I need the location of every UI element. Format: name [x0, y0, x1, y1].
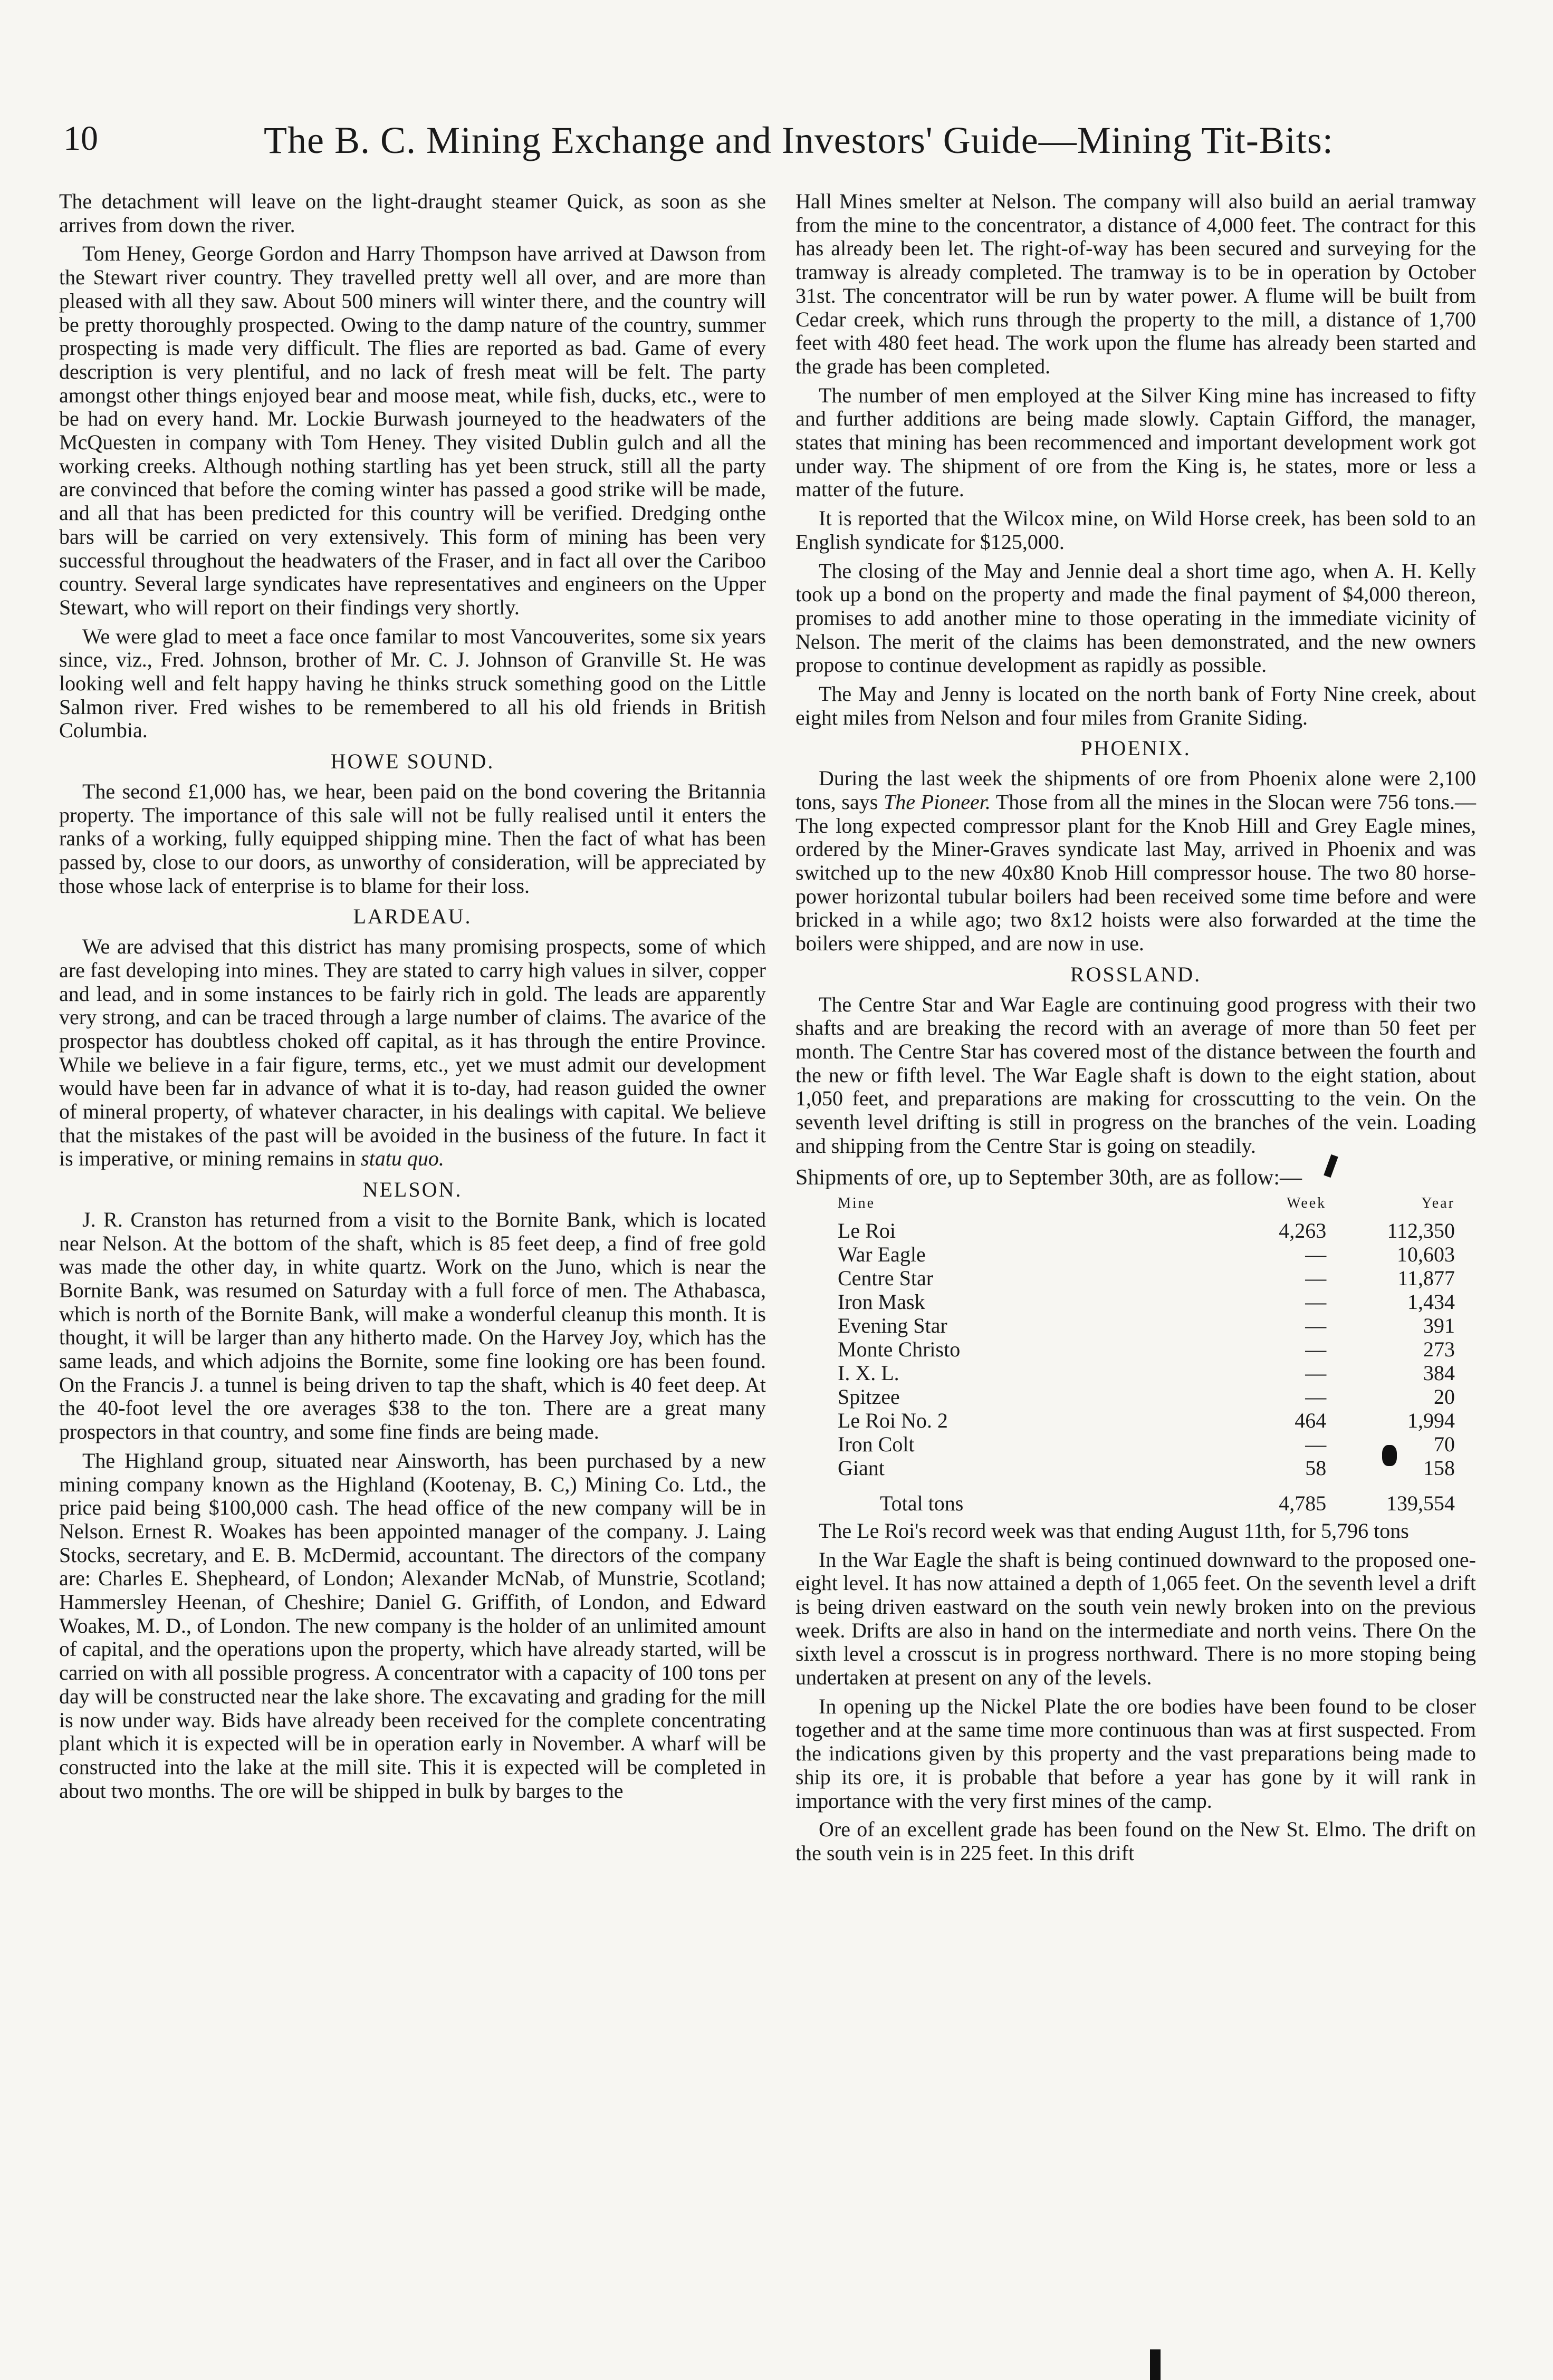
section-heading-howe-sound: HOWE SOUND.: [330, 749, 495, 774]
table-row: [795, 1219, 1476, 1242]
running-title: The B. C. Mining Exchange and Investors' Guide—Mining Tit-Bits:: [264, 119, 1334, 161]
table-row: [795, 1361, 1476, 1385]
article-paragraph: Ore of an excellent grade has been found on the New St. Elmo. The drift on the south vein is in 225 feet. In this drift: [795, 1817, 1476, 1865]
cell-mine: Le Roi: [838, 1218, 896, 1242]
total-label: Total tons: [880, 1491, 964, 1515]
article-paragraph: Hall Mines smelter at Nelson. The company will also build an aerial tramway from the mine to the concentrator, a distance of 4,000 feet. The contract for this has already been let. The right-of-way has been secured and surveying for the tramway is already completed. The tramway is to be in operation by October 31st. The concentrator will be run by water power. A flume will be built from Cedar creek, which runs through the property to the mill, a distance of 1,700 feet with 480 feet head. The work upon the flume has already been started and the grade has been completed.: [795, 189, 1476, 378]
cell-mine: Centre Star: [838, 1266, 934, 1290]
shipments-table: [795, 1192, 1476, 1515]
right-column: [795, 190, 1476, 1871]
article-paragraph: J. R. Cranston has returned from a visit to the Bornite Bank, which is located near Nelson. At the bottom of the shaft, which is 85 feet deep, a find of free gold was made the other day, in white quartz. Work on the Juno, which is near the Bornite Bank, was resumed on Saturday with a full force of men. The Athabasca, which is north of the Bornite Bank, will make a wonderful cleanup this month. It is thought, it will be larger than any hitherto made. On the Harvey Joy, which has the same leads, and which adjoins the Bornite, some fine looking ore has been found. On the Francis J. a tunnel is being driven to tap the shaft, which is 40 feet deep. At the 40-foot level the ore averages $38 to the ton. There are a great many prospectors in that country, and some fine finds are being made.: [59, 1207, 766, 1444]
cell-year: 1,994: [1407, 1408, 1455, 1432]
cell-week: —: [1305, 1361, 1327, 1385]
cell-year: 11,877: [1397, 1266, 1455, 1290]
cell-mine: Iron Colt: [838, 1432, 915, 1456]
article-paragraph: In the War Eagle the shaft is being continued downward to the proposed one-eight level. It has now attained a depth of 1,065 feet. On the seventh level a drift is being driven eastward on the south vein newly broken into on the previous week. Drifts are also in hand on the intermediate and north veins. There On the sixth level a crosscut is in progress northward. There is no more stoping being undertaken at present on any of the levels.: [795, 1547, 1476, 1690]
page-number: 10: [63, 119, 98, 158]
header-week: Week: [1287, 1195, 1327, 1212]
table-row: [795, 1456, 1476, 1480]
cell-year: 1,434: [1407, 1289, 1455, 1314]
cell-week: —: [1305, 1384, 1327, 1409]
total-row: [795, 1480, 1476, 1515]
shipments-rows: [795, 1219, 1476, 1480]
table-row: [795, 1290, 1476, 1314]
section-heading-nelson: NELSON.: [362, 1178, 463, 1202]
table-row: [795, 1337, 1476, 1361]
article-paragraph: [59, 935, 766, 1171]
cell-week: 4,263: [1279, 1218, 1327, 1242]
cell-mine: Monte Christo: [838, 1337, 961, 1361]
cell-year: 391: [1423, 1313, 1455, 1337]
cell-week: —: [1305, 1337, 1327, 1361]
italic-phrase: statu quo.: [361, 1146, 444, 1171]
cell-year: 273: [1423, 1337, 1455, 1361]
table-row: [795, 1314, 1476, 1337]
article-paragraph: [795, 767, 1476, 956]
cell-mine: Evening Star: [838, 1313, 947, 1337]
article-paragraph: The Le Roi's record week was that ending August 11th, for 5,796 tons: [819, 1518, 1409, 1543]
article-paragraph: The Centre Star and War Eagle are continuing good progress with their two shafts and are breaking the record with an average of more than 50 feet per month. The Centre Star has covered most of the distance between the fourth and the new or fifth level. The War Eagle shaft is down to the eight station, about 1,050 feet, and preparations are making for crosscutting to the vein. On the seventh level drifting is still in progress on the branches of the vein. Loading and shipping from the Centre Star is going on steadily.: [795, 992, 1476, 1158]
article-paragraph: The closing of the May and Jennie deal a short time ago, when A. H. Kelly took up a bond on the property and made the final payment of $4,000 thereon, promises to add another mine to those operating in the immediate vicinity of Nelson. The merit of the claims has been demonstrated, and the new owners propose to continue development as rapidly as possible.: [795, 558, 1476, 677]
cell-year: 70: [1434, 1432, 1455, 1456]
cell-week: 464: [1295, 1408, 1327, 1432]
article-paragraph: In opening up the Nickel Plate the ore bodies have been found to be closer together and at the same time more continuous than was at first suspected. From the indications given by this property and the vast preparations being made to ship its ore, it is probable that before a year has gone by it will rank in importance with the very first mines of the camp.: [795, 1694, 1476, 1813]
paragraph-text: We are advised that this district has many promising prospects, some of which are fast developing into mines. They are stated to carry high values in silver, copper and lead, and in some instances to be fairly rich in gold. The leads are apparently very strong, and can be traced through a large number of claims. The avarice of the prospector has doubtless choked off capital, as it has through the entire Province. While we believe in a fair figure, terms, etc., yet we must admit our development would have been far in advance of what it is to-day, had reason guided the owner of mineral property, of whatever character, in his dealings with capital. We believe that the mistakes of the past will be avoided in the business of the future. In fact it is imperative, or mining remains in: [59, 934, 766, 1171]
page-header: [63, 119, 1488, 177]
table-header-row: [795, 1192, 1476, 1219]
article-paragraph: Tom Heney, George Gordon and Harry Thompson have arrived at Dawson from the Stewart river country. They travelled pretty well all over, and are more than pleased with all they saw. About 500 miners will winter there, and the country will be pretty thoroughly prospected. Owing to the damp nature of the country, summer prospecting is made very difficult. The flies are reported as bad. Game of every description is very plentiful, and no lack of fresh meat will be felt. The party amongst other things enjoyed bear and moose meat, while fish, ducks, etc., were to be had on every hand. Mr. Lockie Burwash journeyed to the headwaters of the McQuesten in company with Tom Heney. They visited Dublin gulch and all the working creeks. Although nothing startling has yet been struck, still all the party are convinced that before the coming winter has passed a good strike will be made, and all that has been predicted for this country will be verified. Dredging onthe bars will be carried on very extensively. This form of mining has been very successful throughout the headwaters of the Fraser, and in fact all over the Cariboo country. Several large syndicates have representatives and engineers on the Upper Stewart, who will report on their findings very shortly.: [59, 242, 766, 619]
table-row: [795, 1432, 1476, 1456]
cell-mine: Spitzee: [838, 1384, 900, 1409]
table-row: [795, 1409, 1476, 1432]
section-heading-phoenix: PHOENIX.: [1080, 736, 1191, 760]
table-row: [795, 1266, 1476, 1290]
shipments-intro: Shipments of ore, up to September 30th, are as follow:—: [795, 1165, 1302, 1190]
cell-week: —: [1305, 1289, 1327, 1314]
ink-blot: [1382, 1445, 1397, 1466]
cell-week: 58: [1305, 1456, 1327, 1480]
cell-year: 10,603: [1397, 1242, 1455, 1266]
cell-mine: Giant: [838, 1456, 885, 1480]
italic-phrase: The Pioneer.: [883, 789, 991, 814]
article-paragraph: The number of men employed at the Silver King mine has increased to fifty and further additions are being made slowly. Captain Gifford, the manager, states that mining has been recommenced and important development work got under way. The shipment of ore from the King is, he states, more or less a matter of the future.: [795, 383, 1476, 502]
cell-week: —: [1305, 1313, 1327, 1337]
header-year: Year: [1421, 1195, 1455, 1212]
cell-year: 20: [1434, 1384, 1455, 1409]
cell-mine: Iron Mask: [838, 1289, 925, 1314]
left-column: [59, 190, 766, 1808]
cell-year: 384: [1423, 1361, 1455, 1385]
article-paragraph: The May and Jenny is located on the north bank of Forty Nine creek, about eight miles from Nelson and four miles from Granite Siding.: [795, 682, 1476, 729]
cell-week: —: [1305, 1432, 1327, 1456]
cell-year: 158: [1423, 1456, 1455, 1480]
cell-mine: War Eagle: [838, 1242, 926, 1266]
print-mark: [1150, 2349, 1161, 2380]
cell-week: —: [1305, 1242, 1327, 1266]
section-heading-rossland: ROSSLAND.: [1070, 962, 1202, 986]
total-week: 4,785: [1279, 1491, 1327, 1515]
header-mine: Mine: [838, 1195, 876, 1212]
article-paragraph: The detachment will leave on the light-draught steamer Quick, as soon as she arrives from down the river.: [59, 189, 766, 237]
table-row: [795, 1385, 1476, 1409]
article-paragraph: The second £1,000 has, we hear, been paid on the bond covering the Britannia property. The importance of this sale will not be fully realised until it enters the ranks of a working, fully equipped shipping mine. Then the fact of what has been passed by, close to our doors, as unworthy of consideration, will be appreciated by those whose lack of enterprise is to blame for their loss.: [59, 779, 766, 898]
cell-mine: I. X. L.: [838, 1361, 899, 1385]
paragraph-text: During the last week the shipments of ore from Phoenix alone were 2,100 tons, says: [795, 766, 1476, 814]
section-heading-lardeau: LARDEAU.: [353, 904, 472, 929]
paragraph-text: Those from all the mines in the Slocan were 756 tons.—The long expected compressor plant for the Knob Hill and Grey Eagle mines, ordered by the Miner-Graves syndicate last May, arrived in Phoenix and was switched up to the new 40x80 Knob Hill compressor house. The two 80 horse-power horizontal tubular boilers had been received some time before and were bricked in a while ago; two 8x12 hoists were also forwarded at the time the boilers were shipped, and are now in use.: [795, 789, 1477, 956]
total-year: 139,554: [1386, 1491, 1455, 1515]
article-paragraph: We were glad to meet a face once familar to most Vancouverites, some six years since, viz., Fred. Johnson, brother of Mr. C. J. Johnson of Granville St. He was looking well and felt happy having he thinks struck something good on the Little Salmon river. Fred wishes to be remembered to all his old friends in British Columbia.: [59, 624, 766, 743]
cell-week: —: [1305, 1266, 1327, 1290]
article-paragraph: It is reported that the Wilcox mine, on Wild Horse creek, has been sold to an English syndicate for $125,000.: [795, 506, 1476, 554]
cell-mine: Le Roi No. 2: [838, 1408, 948, 1432]
table-row: [795, 1242, 1476, 1266]
article-paragraph: The Highland group, situated near Ainsworth, has been purchased by a new mining company known as the Highland (Kootenay, B. C,) Mining Co. Ltd., the price paid being $100,000 cash. The head office of the new company will be in Nelson. Ernest R. Woakes has been appointed manager of the company. J. Laing Stocks, secretary, and E. B. McDermid, accountant. The directors of the company are: Charles E. Shepheard, of London; Alexander McNab, of Munstrie, Scotland; Hammersley Heenan, of Cheshire; Daniel G. Griffith, of London, and Edward Woakes, M. D., of London. The new company is the holder of an unlimited amount of capital, and the operations upon the property, which have already started, will be carried on with all possible progress. A concentrator with a capacity of 100 tons per day will be constructed near the lake shore. The excavating and grading for the mill is now under way. Bids have already been received for the complete concentrating plant which it is expected will be in operation early in November. A wharf will be constructed into the lake at the mill site. This it is expected will be completed in about two months. The ore will be shipped in bulk by barges to the: [59, 1448, 766, 1803]
cell-year: 112,350: [1387, 1218, 1455, 1242]
